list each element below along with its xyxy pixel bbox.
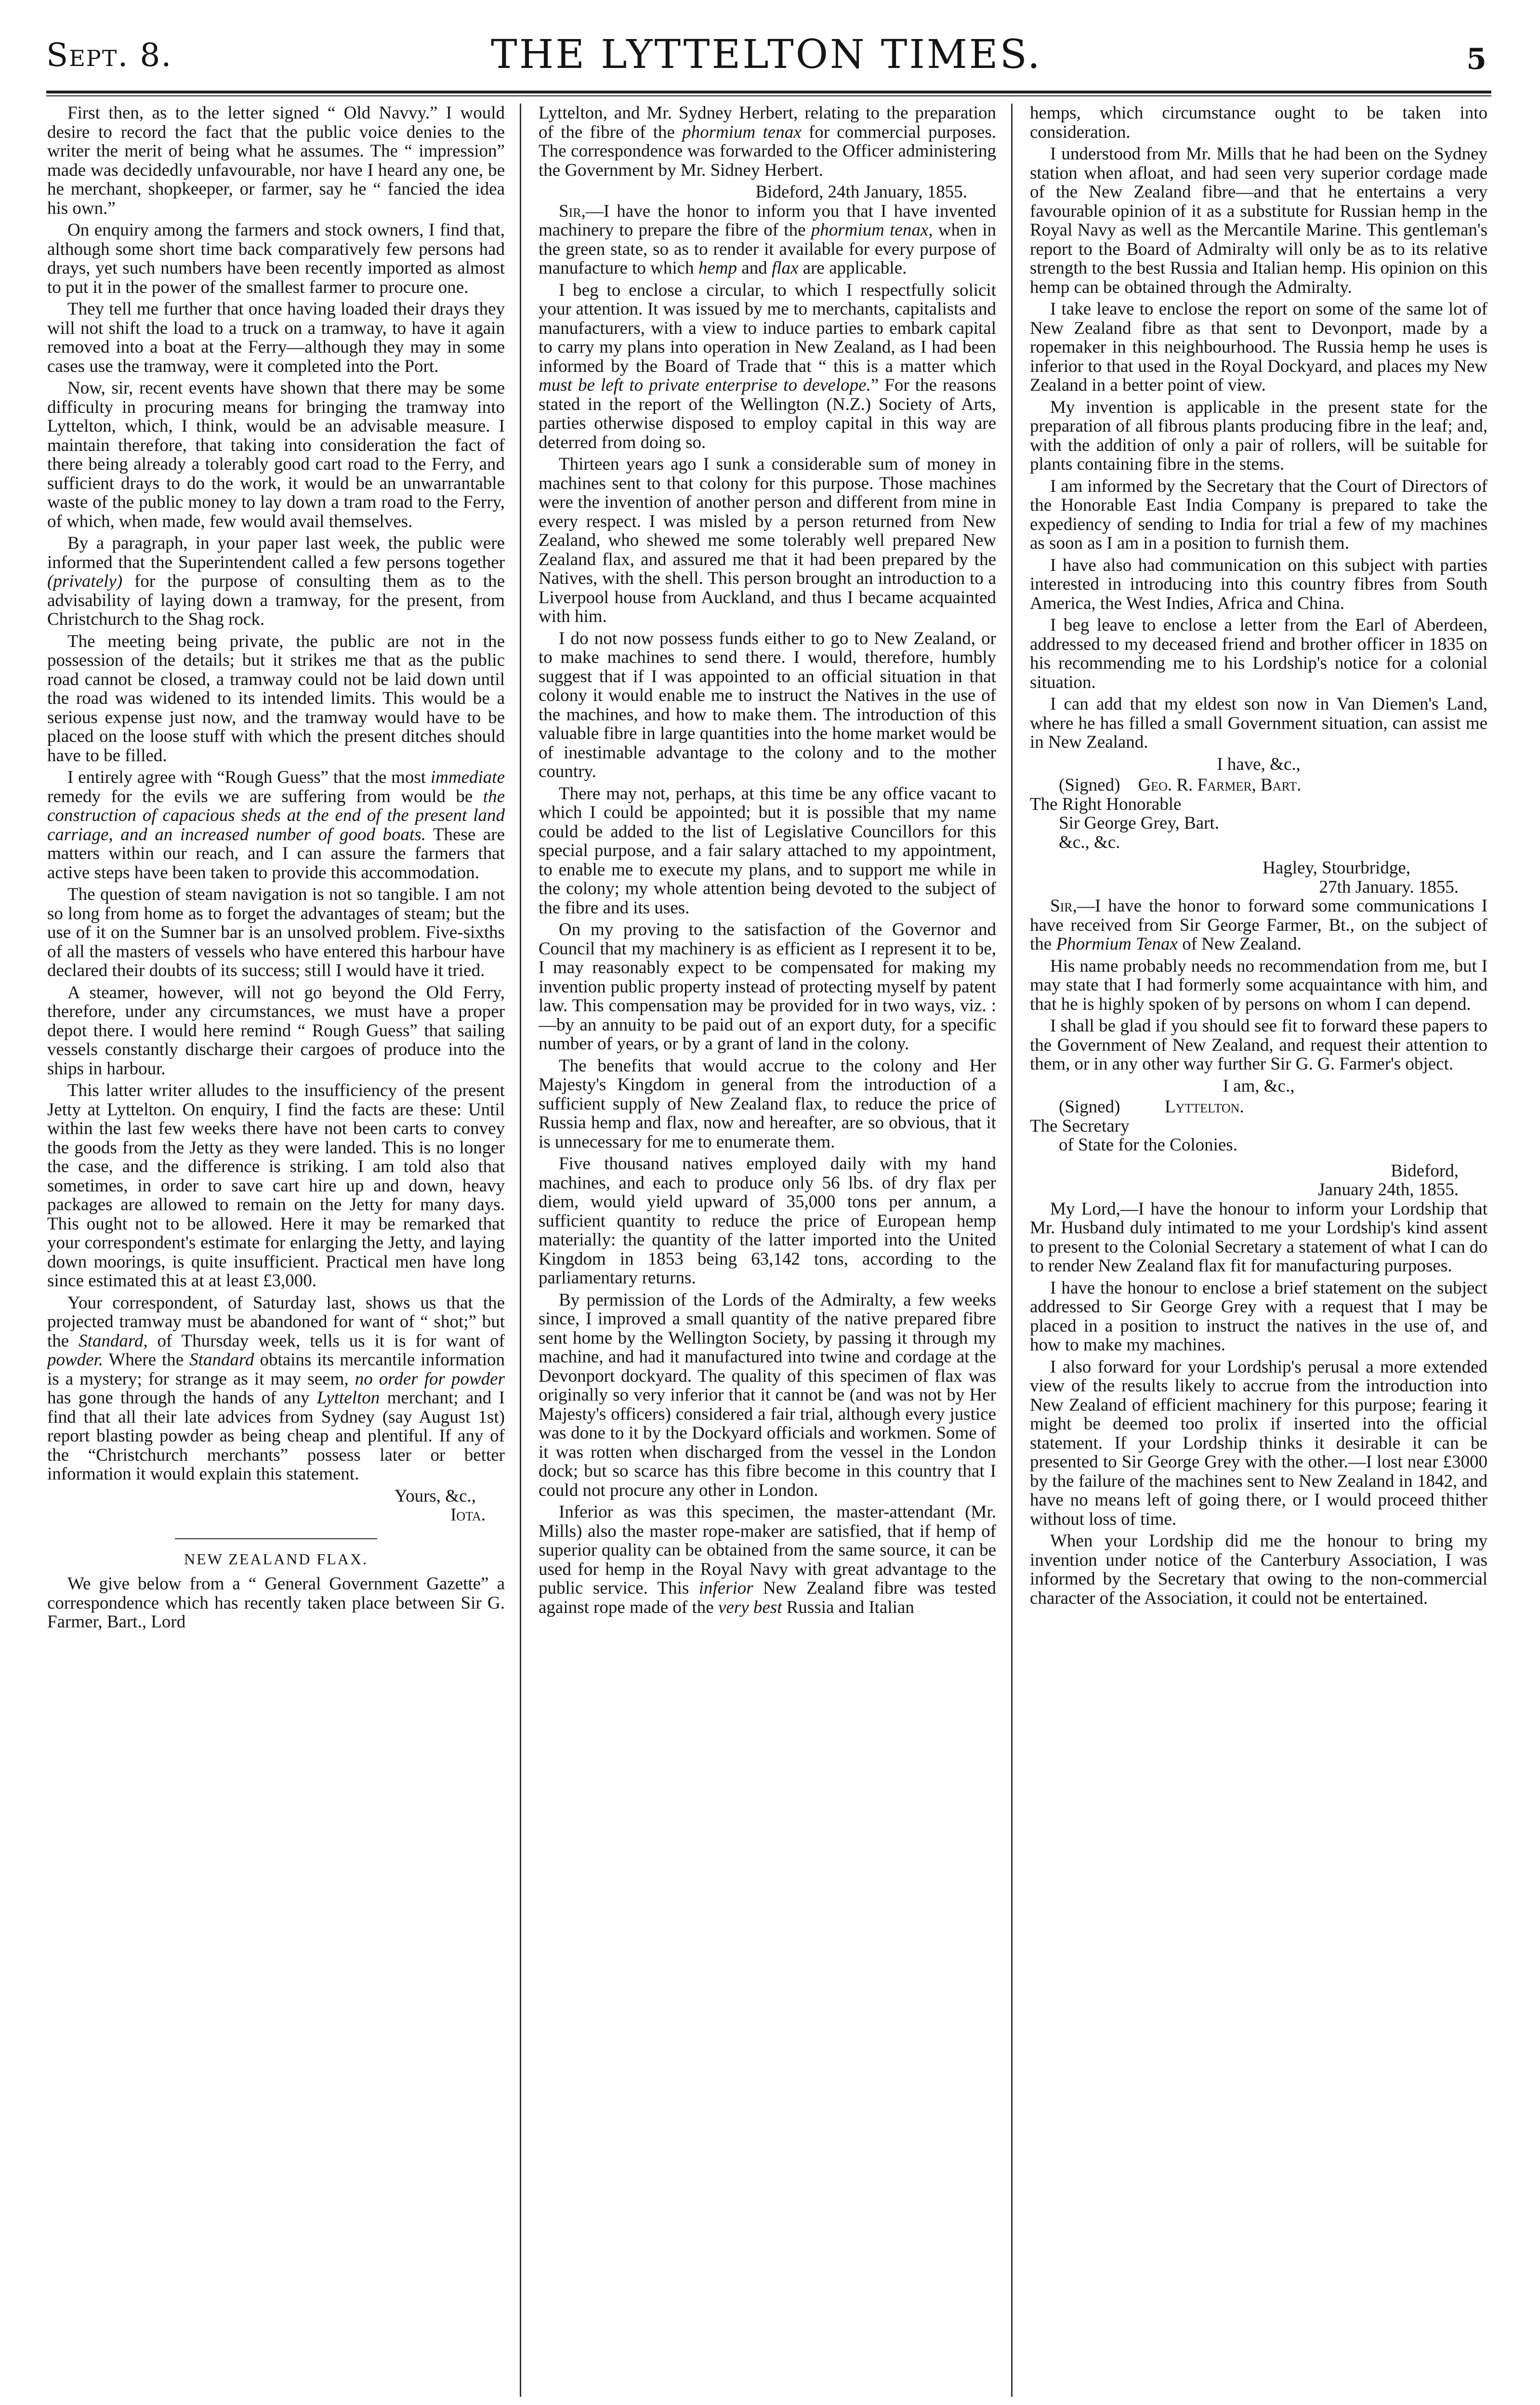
section-rule — [175, 1538, 377, 1539]
paragraph: They tell me further that once having loaded their drays they will not shift the load to a truck on a tramway, to have it again removed into a boat at the Ferry—although they may in some cases use the tramway, were it completed into the Port. — [47, 299, 505, 376]
paragraph: By a paragraph, in your paper last week, the public were informed that the Superintendent called a few persons together (privately) for the purpose of consulting them as to the advisability of laying down a tramway, for the present, from Christchurch to the Shag rock. — [47, 533, 505, 629]
letter-signature: (Signed) Geo. R. Farmer, Bart. — [1059, 775, 1302, 795]
paragraph: Now, sir, recent events have shown that there may be some difficulty in procuring means for bringing the tramway into Lyttelton, which, I think, would be an advisable measure. I maintain therefore, that taking into consideration the fact of there being already a tolerably good cart road to the Ferry, and sufficient drays to do the work, it would be an unwarrantable waste of the public money to lay down a tram road to the Ferry, of which, when made, few would avail themselves. — [47, 378, 505, 531]
paragraph: Lyttelton, and Mr. Sydney Herbert, relating to the preparation of the fibre of the phormium tenax for commercial purposes. The correspondence was forwarded to the Officer administering the Government by Mr. Sidney Herbert. — [539, 104, 996, 180]
paragraph: A steamer, however, will not go beyond the Old Ferry, therefore, under any circumstances, we must have a proper depot there. I would here remind “ Rough Guess” that sailing vessels constantly discharge their cargoes of produce into the ships in harbour. — [47, 982, 505, 1079]
letter-signature: Iota. — [450, 1505, 486, 1525]
paragraph: I entirely agree with “Rough Guess” that the most immediate remedy for the evils we are suffering from would be the construction of capacious sheds at the end of the present land carriage, and an increased number of good boats. These are matters within our reach, and I can assure the farmers that active steps have been taken to provide this accommodation. — [47, 767, 505, 883]
paragraph: The benefits that would accrue to the colony and Her Majesty's Kingdom in general from the introduction of a sufficient supply of New Zealand flax, to reduce the price of Russia hemp and flax, now and hereafter, are so obvious, that it is unnecessary for me to enumerate them. — [539, 1056, 996, 1152]
dateline: Bideford, — [1391, 1161, 1459, 1181]
paragraph: hemps, which circumstance ought to be taken into consideration. — [1030, 104, 1487, 142]
paragraph: Sir,—I have the honor to forward some communications I have received from Sir George Farmer, Bt., on the subject of the Phormium Tenax of New Zealand. — [1030, 896, 1487, 954]
paragraph: I beg to enclose a circular, to which I respectfully solicit your attention. It was issued by me to merchants, capitalists and manufacturers, with a view to induce parties to embark capital to carry my plans into operation in New Zealand, as I had been informed by the Board of Trade that “ this is a matter which must be left to private enterprise to develope.” For the reasons stated in the report of the Wellington (N.Z.) Society of Arts, parties otherwise disposed to employ capital in this way are deterred from doing so. — [539, 280, 996, 452]
paragraph: There may not, perhaps, at this time be any office vacant to which I could be appointed; but it is possible that my name could be added to the list of Legislative Councillors for this special purpose, and a fair salary attached to my appointment, to enable me to execute my plans, and to support me while in the colony; my whole attention being devoted to the subject of the fibre and its uses. — [539, 783, 996, 918]
dateline: Hagley, Stourbridge, — [1263, 858, 1410, 878]
paragraph: By permission of the Lords of the Admiralty, a few weeks since, I improved a small quantity of the native prepared fibre sent home by the Wellington Society, by passing it through my machine, and had it manufactured into twine and cordage at the Devonport dockyard. The quality of this specimen of flax was originally so very inferior that it cannot be (and was not by Her Majesty's officers) considered a fair trial, although every justice was done to it by the Dockyard officials and workmen. Some of it was rotten when discharged from the vessel in the London dock; but so scarce has this fibre become in this country that I could not procure any other in London. — [539, 1290, 996, 1500]
letter-closing: I have, &c., — [1217, 754, 1301, 774]
article-heading: NEW ZEALAND FLAX. — [184, 1550, 368, 1568]
paragraph: I am informed by the Secretary that the Court of Directors of the Honorable East India Company is prepared to take the expediency of sending to India for trial a few of my machines as soon as I am in a position to furnish them. — [1030, 476, 1487, 553]
column-divider — [1011, 104, 1013, 2397]
page-number: 5 — [1466, 42, 1487, 76]
column-2 — [539, 104, 996, 2397]
paragraph: This latter writer alludes to the insufficiency of the present Jetty at Lyttelton. On enquiry, I find the facts are these: Until within the last few weeks there have not been carts to convey the goods from the Jetty as they were landed. This is no longer the case, and the difference is striking. I am told also that sometimes, in order to save cart hire up and down, heavy packages are allowed to remain on the Jetty for many days. This ought not to be allowed. Here it may be remarked that your correspondent's estimate for enlarging the Jetty, and laying down moorings, is quite insufficient. Practical men have long since estimated this at at least £3,000. — [47, 1081, 505, 1291]
paragraph: I have also had communication on this subject with parties interested in introducing into this country fibres from South America, the West Indies, Africa and China. — [1030, 555, 1487, 613]
letter-signature: (Signed) Lyttelton. — [1059, 1097, 1244, 1117]
paragraph: I take leave to enclose the report on some of the same lot of New Zealand fibre as that sent to Devonport, made by a ropemaker in this neighbourhood. The Russia hemp he uses is inferior to that used in the Royal Dockyard, and places my New Zealand in a better point of view. — [1030, 299, 1487, 395]
paragraph: Sir,—I have the honor to inform you that I have invented machinery to prepare the fibre of the phormium tenax, when in the green state, so as to render it available for every purpose of manufacture to which hemp and flax are applicable. — [539, 201, 996, 278]
dateline: Bideford, 24th January, 1855. — [755, 182, 967, 202]
dateline: January 24th, 1855. — [1318, 1180, 1459, 1200]
paragraph: The meeting being private, the public are not in the possession of the details; but it strikes me that as the public road cannot be closed, a tramway could not be laid down until the road was widened to its intended limits. This would be a serious expense just now, and the tramway would have to be placed on the loose stuff with which the present ditches should have to be filled. — [47, 631, 505, 766]
letter-closing: I am, &c., — [1223, 1076, 1295, 1096]
masthead-rule-thin — [46, 95, 1491, 96]
paragraph: The question of steam navigation is not so tangible. I am not so long from home as to forget the advantages of steam; but the use of it on the Sumner bar is an unsolved problem. Five-sixths of all the masters of vessels who have entered this harbour have declared their doubts of its success; still I would have it tried. — [47, 885, 505, 980]
column-1 — [47, 104, 505, 2397]
issue-date: Sept. 8. — [46, 37, 172, 74]
column-divider — [520, 104, 521, 2397]
paragraph: We give below from a “ General Government Gazette” a correspondence which has recently taken place between Sir G. Farmer, Bart., Lord — [47, 1574, 505, 1632]
paragraph: When your Lordship did me the honour to bring my invention under notice of the Canterbury Association, I was informed by the Secretary that owing to the non-commercial character of the Association, it could not be entertained. — [1030, 1531, 1487, 1608]
paragraph: Your correspondent, of Saturday last, shows us that the projected tramway must be abandoned for want of “ shot;” but the Standard, of Thursday week, tells us it is for want of powder. Where the Standard obtains its mercantile information is a mystery; for strange as it may seem, no order for powder has gone through the hands of any Lyttelton merchant; and I find that all their late advices from Sydney (say August 1st) report blasting powder as being cheap and plentiful. If any of the “Christchurch merchants” possess later or better information it would explain this statement. — [47, 1293, 505, 1484]
paragraph: First then, as to the letter signed “ Old Navvy.” I would desire to record the fact that the public voice denies to the writer the merit of being what he assumes. The “ impression” made was decidedly unfavourable, nor have I heard any one, be he merchant, shopkeeper, or farmer, say he “ fancied the idea his own.” — [47, 104, 505, 218]
paragraph: Five thousand natives employed daily with my hand machines, and each to produce only 56 lbs. of dry flax per diem, would yield upward of 35,000 tons per annum, a sufficient quantity to reduce the price of European hemp materially: the quantity of the latter imported into the United Kingdom in 1853 being 63,142 tons, according to the parliamentary returns. — [539, 1154, 996, 1288]
paragraph: I understood from Mr. Mills that he had been on the Sydney station when afloat, and had seen very superior cordage made of the New Zealand fibre—and that he entertains a very favourable opinion of it as a substitute for Russian hemp in the Royal Navy as well as the Mercantile Marine. This gentleman's report to the Board of Admiralty will only be as to its relative strength to the best Russia and Italian hemp. His opinion on this hemp can be obtained through the Admiralty. — [1030, 144, 1487, 297]
paragraph: On my proving to the satisfaction of the Governor and Council that my machinery is as efficient as I represent it to be, I may reasonably expect to be compensated for making my invention public property instead of protecting myself by patent law. This compensation may be provided for in two ways, viz. :—by an annuity to be paid out of an export duty, for a specific number of years, or by a grant of land in the colony. — [539, 920, 996, 1054]
addressee: of State for the Colonies. — [1059, 1135, 1237, 1155]
paragraph: I shall be glad if you should see fit to forward these papers to the Government of New Zealand, and request their attention to them, or in any other way further Sir G. G. Farmer's object. — [1030, 1016, 1487, 1074]
paragraph: I beg leave to enclose a letter from the Earl of Aberdeen, addressed to my deceased friend and brother officer in 1835 on his recommending me to his Lordship's notice for a colonial situation. — [1030, 615, 1487, 692]
paragraph: I also forward for your Lordship's perusal a more extended view of the results likely to accrue from the introduction into New Zealand of efficient machinery for this purpose; fearing it might be deemed too prolix if inserted into the official statement. If your Lordship thinks it desirable it can be presented to Sir George Grey with the other.—I lost near £3000 by the failure of the machines sent to New Zealand in 1842, and have no means left of going there, or I would proceed thither without loss of time. — [1030, 1357, 1487, 1529]
masthead — [46, 28, 1487, 81]
addressee: &c., &c. — [1059, 832, 1120, 852]
letter-closing: Yours, &c., — [395, 1486, 476, 1506]
paragraph: Thirteen years ago I sunk a considerable sum of money in machines sent to that colony for this purpose. Those machines were the invention of another person and different from mine in every respect. I was misled by a person returned from New Zealand, who shewed me some tolerably well prepared New Zealand flax, and assured me that it had been prepared by the Natives, with the shell. This person brought an introduction to a Liverpool house from Auckland, and thus I became acquainted with him. — [539, 454, 996, 626]
newspaper-title: THE LYTTELTON TIMES. — [491, 32, 1042, 78]
paragraph: My Lord,—I have the honour to inform your Lordship that Mr. Husband duly intimated to me your Lordship's kind assent to present to the Colonial Secretary a statement of what I can do to render New Zealand flax fit for manufacturing purposes. — [1030, 1199, 1487, 1276]
dateline: 27th January. 1855. — [1319, 877, 1459, 897]
masthead-rule — [46, 91, 1491, 93]
addressee: Sir George Grey, Bart. — [1059, 813, 1219, 833]
paragraph: On enquiry among the farmers and stock owners, I find that, although some short time back comparatively few persons had drays, yet such numbers have been recently imported as almost to put it in the power of the smallest farmer to procure one. — [47, 220, 505, 297]
column-3 — [1030, 104, 1487, 2397]
paragraph: I can add that my eldest son now in Van Diemen's Land, where he has filled a small Government situation, can assist me in New Zealand. — [1030, 694, 1487, 752]
paragraph: His name probably needs no recommendation from me, but I may state that I had formerly some acquaintance with him, and that he is highly spoken of by persons on whom I can depend. — [1030, 956, 1487, 1014]
paragraph: I have the honour to enclose a brief statement on the subject addressed to Sir George Grey with a request that I may be placed in a position to instruct the natives in the use of, and how to make my machines. — [1030, 1278, 1487, 1355]
addressee: The Right Honorable — [1030, 794, 1182, 814]
paragraph: I do not now possess funds either to go to New Zealand, or to make machines to send there. I would, therefore, humbly suggest that if I was appointed to an official situation in that colony it would enable me to instruct the Natives in the use of the machines, and how to make them. The introduction of this valuable fibre in large quantities into the home market would be of inestimable advantage to the colony and to the mother country. — [539, 628, 996, 781]
paragraph: Inferior as was this specimen, the master-attendant (Mr. Mills) also the master rope-maker are satisfied, that if hemp of superior quality can be obtained from the same source, it can be used for hemp in the Royal Navy with great advantage to the public service. This inferior New Zealand fibre was tested against rope made of the very best Russia and Italian — [539, 1502, 996, 1617]
addressee: The Secretary — [1030, 1116, 1130, 1136]
paragraph: My invention is applicable in the present state for the preparation of all fibrous plants producing fibre in the leaf; and, with the addition of only a pair of rollers, will be suitable for plants containing fibre in the stems. — [1030, 397, 1487, 474]
